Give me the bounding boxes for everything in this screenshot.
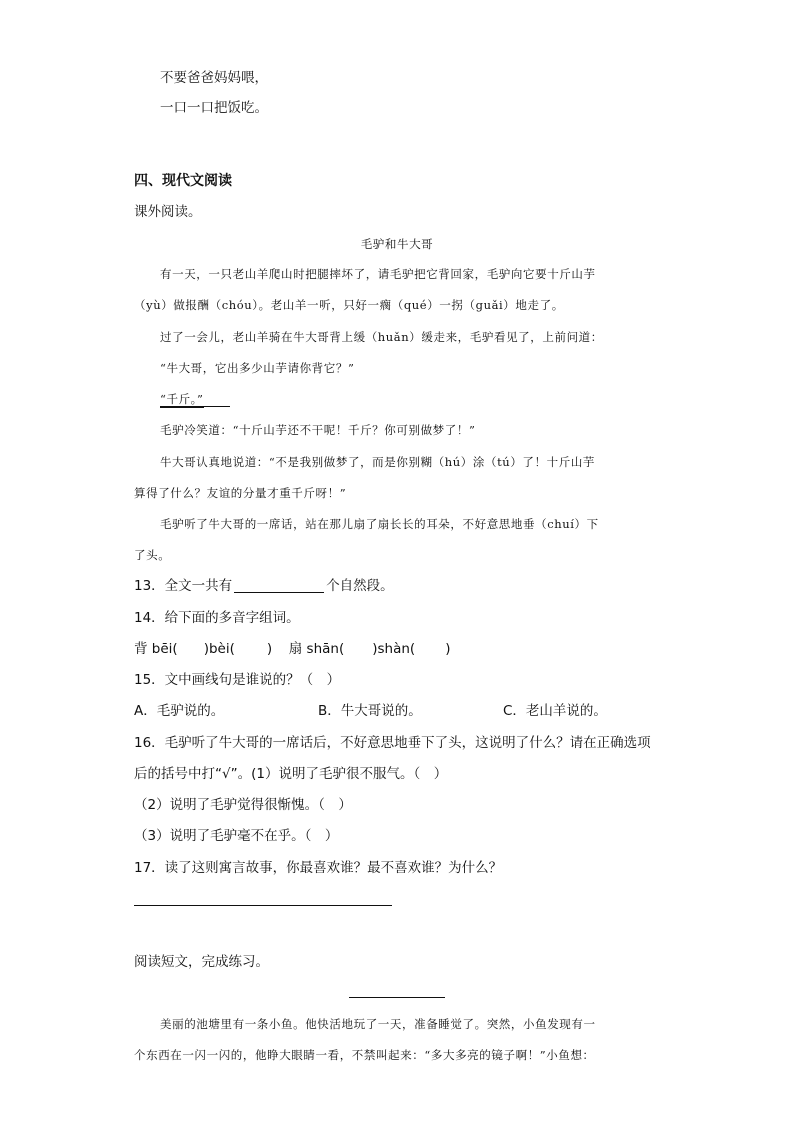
story-paragraph-1a: 有一天，一只老山羊爬山时把腿摔坏了，请毛驴把它背回家，毛驴向它要十斤山芋 — [160, 267, 596, 281]
section-subheading: 课外阅读。 — [134, 204, 202, 220]
shan-reading-2: )shàn( — [372, 641, 416, 657]
passage-2-line-2: 个东西在一闪一闪的，他睁大眼睛一看，不禁叫起来：“多大多亮的镜子啊！”小鱼想： — [134, 1048, 595, 1062]
poem-line-1: 不要爸爸妈妈喂， — [160, 70, 268, 86]
option-a[interactable]: A．毛驴说的。 — [134, 703, 225, 719]
option-c[interactable]: C．老山羊说的。 — [503, 703, 607, 719]
story-paragraph-5: 毛驴冷笑道：“十斤山芋还不干呢！千斤？你可别做梦了！” — [160, 423, 476, 437]
question-13-suffix: 个自然段。 — [326, 578, 394, 594]
question-16-line-2: 后的括号中打“√”。(1）说明了毛驴很不服气。（ ） — [134, 766, 448, 782]
answer-line-17[interactable] — [134, 905, 392, 906]
option-b[interactable]: B．牛大哥说的。 — [318, 703, 422, 719]
underline-rule — [160, 406, 230, 407]
question-16-option-2: （2）说明了毛驴觉得很惭愧。（ ） — [134, 797, 352, 813]
question-15: 15．文中画线句是谁说的？（ ） — [134, 672, 341, 688]
question-16-line-1: 16．毛驴听了牛大哥的一席话后，不好意思地垂下了头，这说明了什么？请在正确选项 — [134, 735, 651, 751]
passage-2-line-1: 美丽的池塘里有一条小鱼。他快活地玩了一天，准备睡觉了。突然，小鱼发现有一 — [160, 1017, 596, 1031]
story-paragraph-7a: 毛驴听了牛大哥的一席话，站在那儿扇了扇长长的耳朵，不好意思地垂（chuí）下 — [160, 517, 599, 531]
question-15-options — [134, 701, 694, 721]
bei-close: ) — [266, 641, 273, 657]
underlined-sentence: “千斤。” — [160, 392, 204, 406]
story-paragraph-2: 过了一会儿，老山羊骑在牛大哥背上缓（huǎn）缓走来，毛驴看见了，上前问道： — [160, 330, 603, 344]
polyphone-bei: 背 — [134, 641, 148, 657]
story-paragraph-6a: 牛大哥认真地说道：“不是我别做梦了，而是你别糊（hú）涂（tú）了！十斤山芋 — [160, 455, 596, 469]
shan-reading-1: shān( — [306, 641, 345, 657]
story-title: 毛驴和牛大哥 — [360, 237, 434, 251]
question-17: 17．读了这则寓言故事，你最喜欢谁？最不喜欢谁？为什么？ — [134, 860, 503, 876]
poem-line-2: 一口一口把饭吃。 — [160, 100, 268, 116]
story-paragraph-6b: 算得了什么？友谊的分量才重千斤呀！” — [134, 486, 347, 500]
story-paragraph-1b: （yù）做报酬（chóu）。老山羊一听，只好一瘸（qué）一拐（guǎi）地走了。 — [134, 298, 564, 312]
question-13-prefix: 13．全文一共有 — [134, 578, 233, 594]
story-paragraph-7b: 了头。 — [134, 548, 171, 562]
question-14: 14．给下面的多音字组词。 — [134, 610, 300, 626]
title-blank-line[interactable] — [349, 997, 445, 998]
question-16-option-3: （3）说明了毛驴毫不在乎。（ ） — [134, 828, 339, 844]
bei-reading-1: bēi( — [151, 641, 178, 657]
bei-reading-2: )bèi( — [203, 641, 235, 657]
question-13 — [134, 576, 394, 596]
shan-close: ) — [445, 641, 451, 657]
section-heading: 四、现代文阅读 — [134, 173, 232, 189]
passage-2-instruction: 阅读短文，完成练习。 — [134, 954, 269, 970]
answer-blank-13[interactable] — [234, 578, 324, 593]
story-paragraph-3: “牛大哥，它出多少山芋请你背它？” — [160, 361, 355, 375]
polyphone-shan: 扇 — [288, 641, 303, 657]
question-14-items — [134, 639, 450, 659]
